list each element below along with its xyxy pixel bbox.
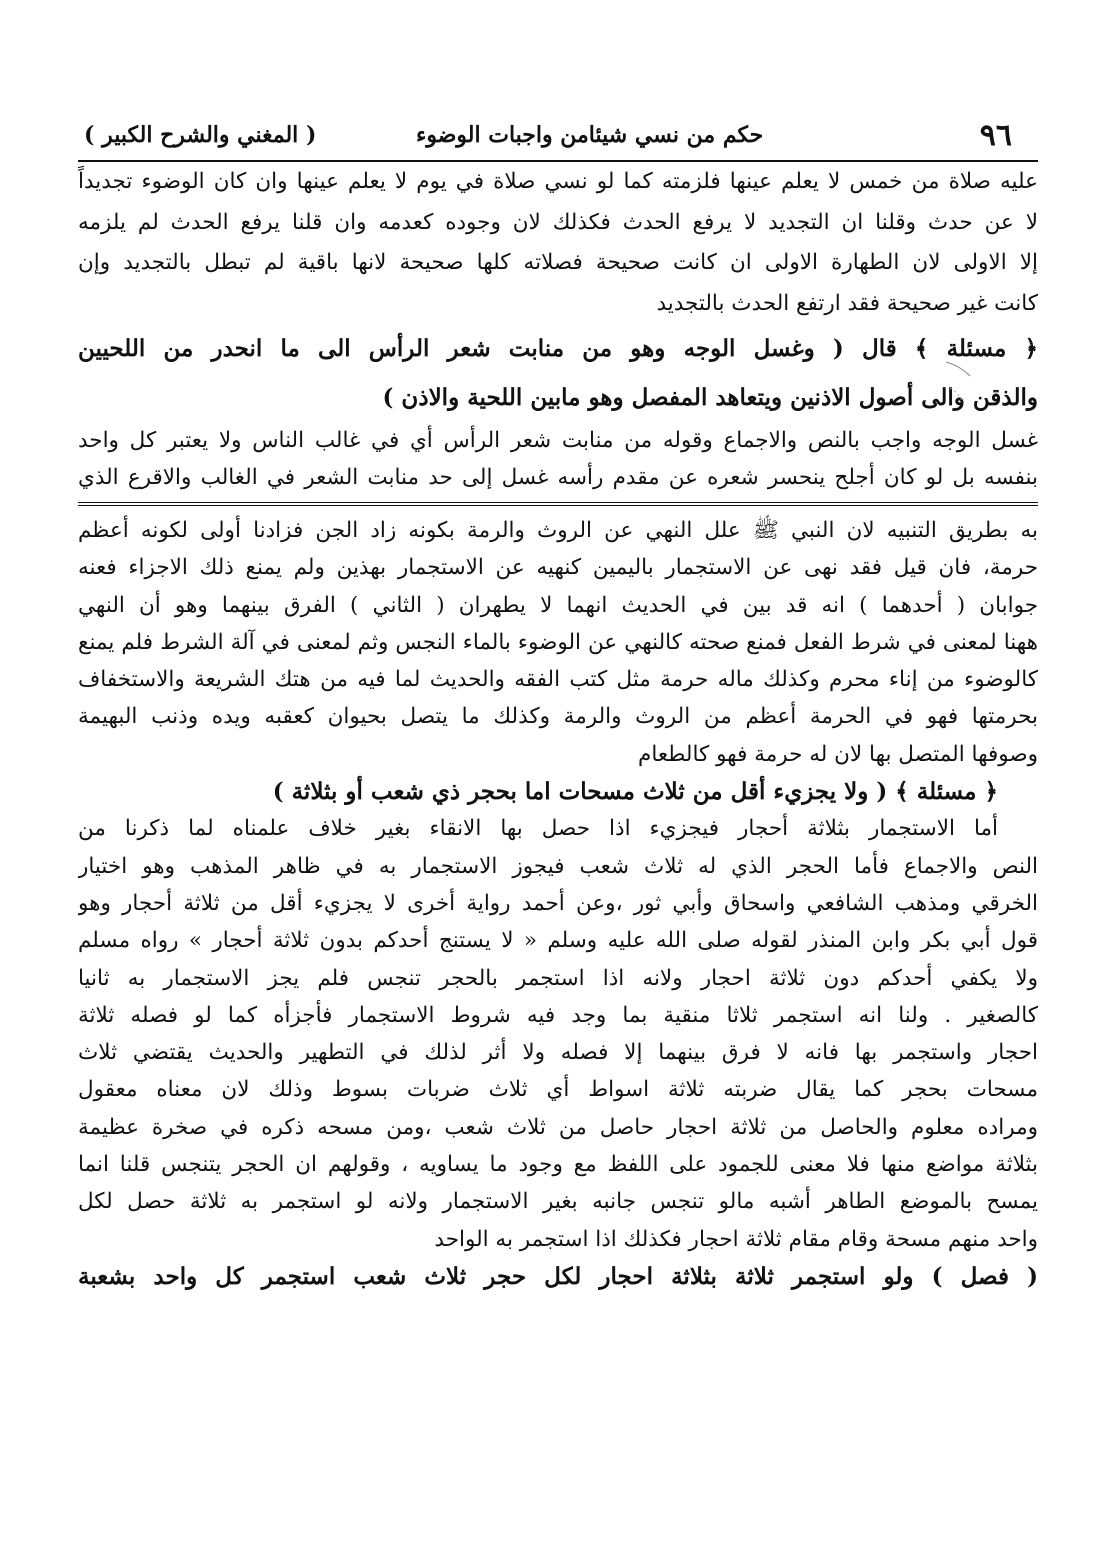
text-line: ولا يكفي أحدكم دون ثلاثة احجار ولانه اذا استجمر بالحجر تنجس فلم يجز الاستجمار به ثانيا [78, 965, 1038, 991]
page-header [78, 118, 1038, 162]
text-line: يمسح بالموضع الطاهر أشبه مالو تنجس جانبه بغير الاستجمار ولانه لو استجمر به ثلاثة حصل لكل [78, 1189, 1038, 1215]
text-line: عليه صلاة من خمس لا يعلم عينها فلزمته كما لو نسي صلاة في يوم لا يعلم عينها وان كان الوضوء تجديداً [78, 169, 1038, 194]
text-line: جوابان ( أحدهما ) انه قد بين في الحديث انهما لا يطهران ( الثاني ) الفرق بينهما وهو أن النهي [78, 592, 1038, 618]
text-line: ههنا لمعنى في شرط الفعل فمنع صحته كالنهي عن الوضوء بالماء النجس وثم لمعنى في آلة الشرط فلم يمنع [78, 629, 1038, 655]
text-line: بنفسه بل لو كان أجلح ينحسر شعره عن مقدم رأسه غسل إلى حد منابت الشعر في الغالب والاقرع الذي [78, 465, 1038, 490]
section-divider [78, 502, 1038, 506]
text-line: وصوفها المتصل بها لان له حرمة فهو كالطعام [638, 741, 1038, 767]
text-line: كالصغير . ولنا انه استجمر ثلاثا منقية بما وجد فيه شروط الاستجمار فأجزأه كما لو فصله ثلاثة [78, 1002, 1038, 1028]
masala-line: والذقن والى أصول الاذنين ويتعاهد المفصل وهو مابين اللحية والاذن ) [382, 384, 1038, 411]
text-line: ومراده معلوم والحاصل من ثلاثة احجار حاصل من ثلاث شعب ،ومن مسحه ذكره في صخرة عظيمة [78, 1114, 1038, 1140]
bottom-section [78, 512, 1038, 1295]
masala-matn [78, 324, 1038, 422]
text-line: كانت غير صحيحة فقد ارتفع الحدث بالتجديد [656, 290, 1038, 316]
page-number: ٩٦ [979, 118, 1012, 153]
text-line: به بطريق التنبيه لان النبي ﷺ علل النهي عن الروث والرمة بكونه زاد الجن فزادنا أولى لكونه أعظم [78, 518, 1038, 543]
text-line: قول أبي بكر وابن المنذر لقوله صلى الله عليه وسلم « لا يستنج أحدكم بدون ثلاثة أحجار » رواه مسلم [78, 928, 1038, 954]
fasl-line: ( فصل ) ولو استجمر ثلاثة بثلاثة احجار لكل حجر ثلاث شعب استجمر كل واحد بشعبة [78, 1262, 1038, 1290]
margin-scan-mark [936, 348, 986, 408]
sharh-paragraph [78, 422, 1038, 496]
text-line: أما الاستجمار بثلاثة أحجار فيجزيء اذا حصل بها الانقاء بغير خلاف علمناه لما ذكرنا من [78, 816, 998, 842]
masala-line: ﴿ مسئلة ﴾ قال ( وغسل الوجه وهو من منابت شعر الرأس الى ما انحدر من اللحيين [78, 335, 1038, 362]
text-line: واحد منهم مسحة وقام مقام ثلاثة احجار فكذلك اذا استجمر به الواحد [434, 1226, 1038, 1252]
text-line: كالوضوء من إناء محرم وكذلك ماله حرمة مثل كتب الفقه والحديث لما فيه من هتك الشريعة والاستخفاف [78, 667, 1038, 693]
top-paragraph [78, 162, 1038, 324]
text-line: الخرقي ومذهب الشافعي واسحاق وأبي ثور ،وعن أحمد رواية أخرى لا يجزيء أقل من ثلاثة أحجار وهو [78, 890, 1038, 916]
text-line: مسحات بحجر كما يقال ضربته ثلاثة اسواط أي ثلاث ضربات بسوط وذلك لان معناه معقول [78, 1077, 1038, 1103]
text-line: احجار واستجمر بها فانه لا فرق بينهما إلا فصله ولا أثر لذلك في التطهير والحديث يقتضي ثلاث [78, 1040, 1038, 1066]
running-title: حكم من نسي شيئامن واجبات الوضوء [416, 122, 764, 148]
text-line: حرمة، فان قيل فقد نهى عن الاستجمار باليمين كنهيه عن الاستجمار بهذين ولم يمنع ذلك الاجزاء فعنه [78, 555, 1038, 581]
masala-heading: ﴿ مسئلة ﴾ ( ولا يجزيء أقل من ثلاث مسحات اما بحجر ذي شعب أو بثلاثة ) [272, 778, 998, 806]
text-line: النص والاجماع فأما الحجر الذي له ثلاث شعب فيجوز الاستجمار به في ظاهر المذهب وهو اختيار [78, 853, 1038, 879]
book-title: ( المغني والشرح الكبير ) [84, 122, 317, 148]
document-page [78, 118, 1038, 1295]
text-line: بحرمتها فهو في الحرمة أعظم من الروث والرمة وكذلك ما يتصل بحيوان كعقبه ويده وذنب البهيمة [78, 704, 1038, 730]
text-line: إلا الاولى لان الطهارة الاولى ان كانت صحيحة فصلاته كلها صحيحة لانها باقية لم تبطل بالتجديد وإن [78, 250, 1038, 275]
text-line: غسل الوجه واجب بالنص والاجماع وقوله من منابت شعر الرأس أي في غالب الناس ولا يعتبر كل واحد [78, 428, 1038, 453]
text-line: لا عن حدث وقلنا ان التجديد لا يرفع الحدث فكذلك لان وجوده كعدمه وان قلنا يرفع الحدث لم يلزمه [78, 209, 1038, 235]
text-line: بثلاثة مواضع منها فلا معنى للجمود على اللفظ مع وجود ما يساويه ، وقولهم ان الحجر يتنجس قلنا انما [78, 1152, 1038, 1178]
